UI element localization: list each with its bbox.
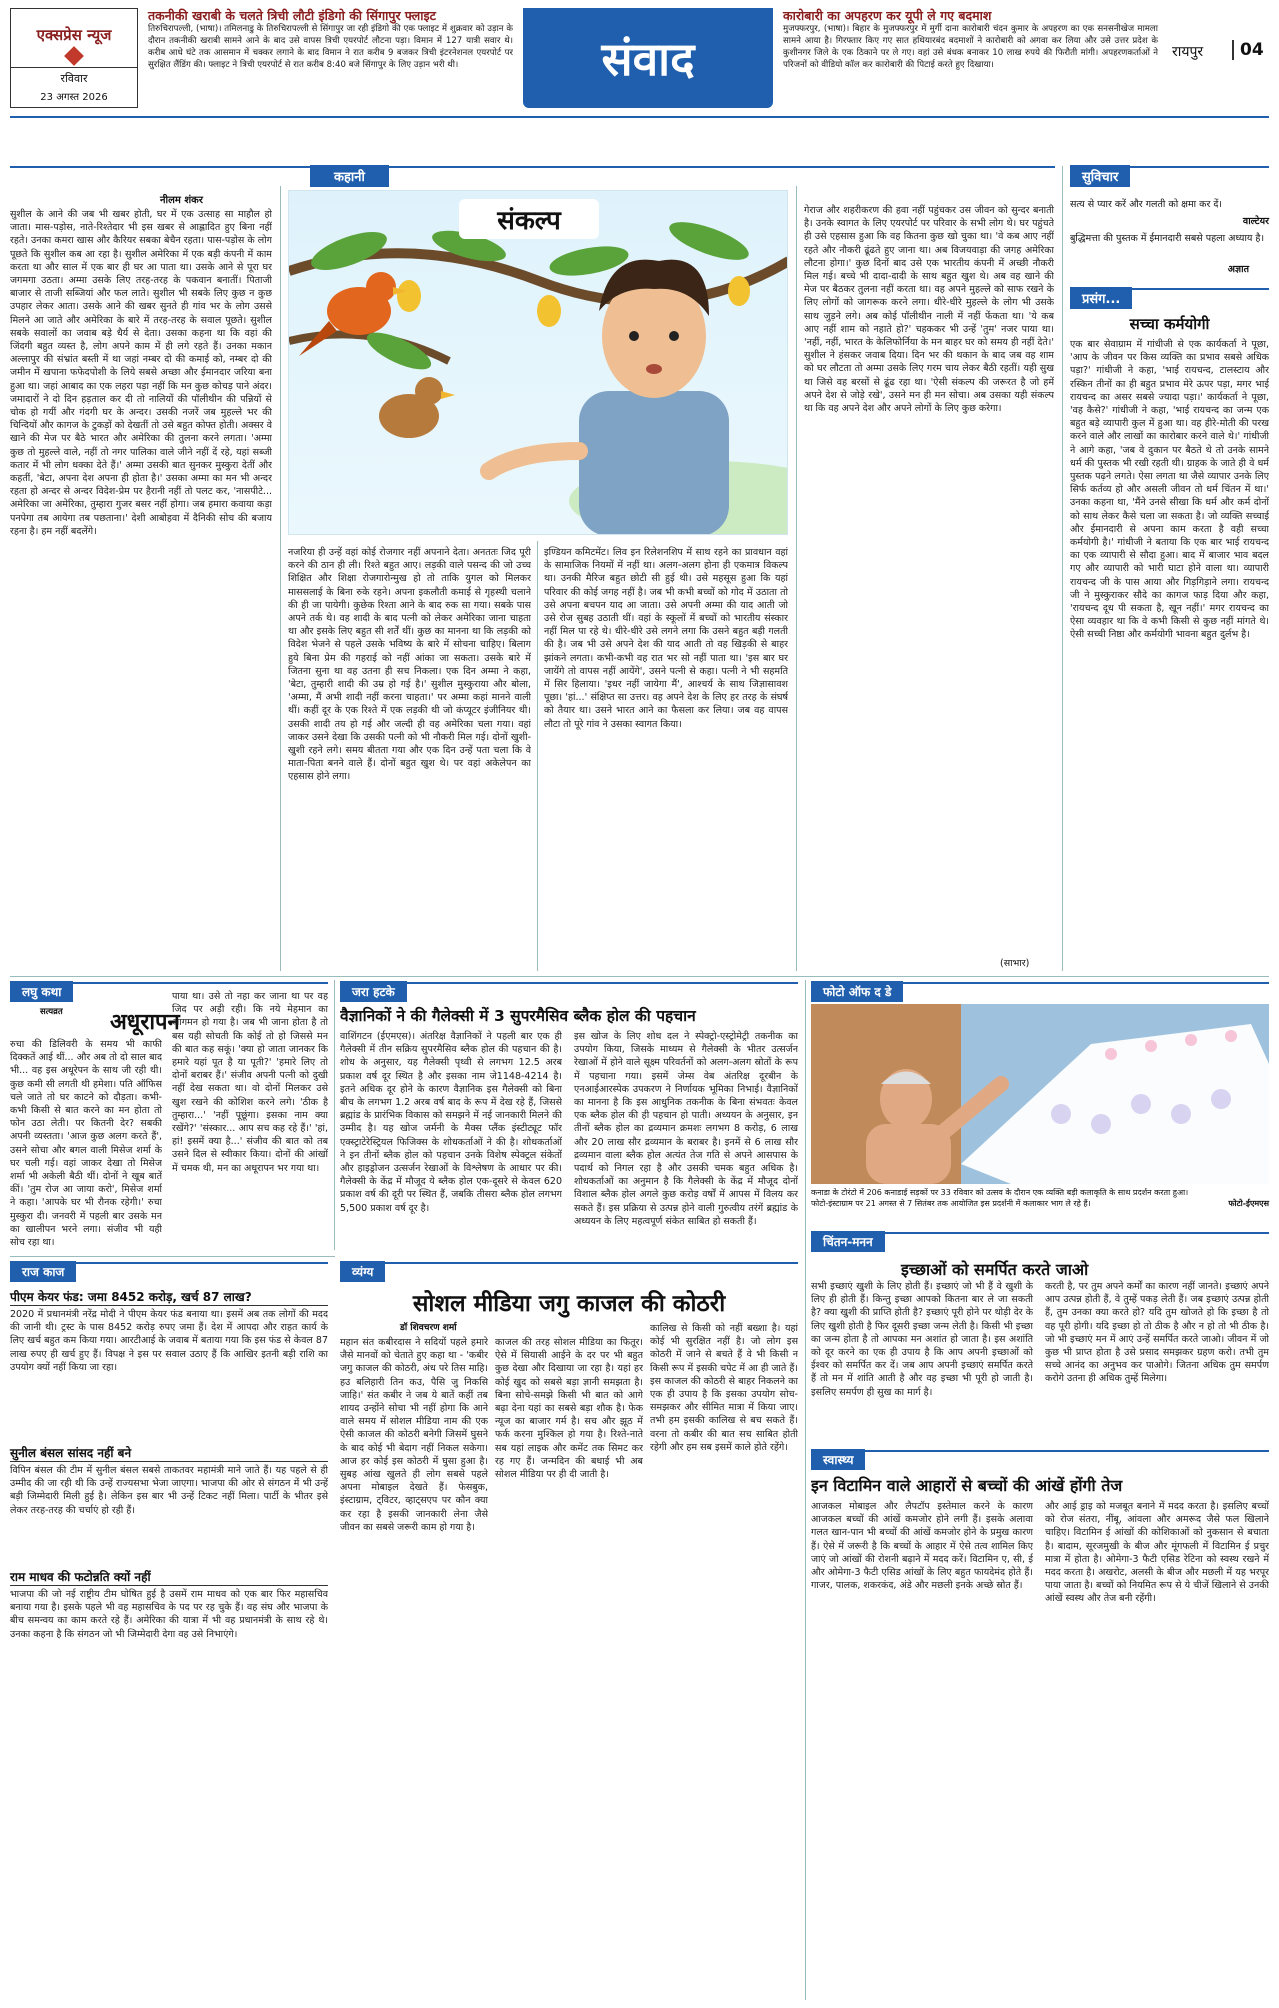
kahani-author: नीलम शंकर bbox=[160, 195, 203, 206]
suvichar-author-2: अज्ञात bbox=[1227, 264, 1249, 275]
laghukatha-title: अधूरापन bbox=[110, 1010, 180, 1035]
rajkaj-body-1: 2020 में प्रधानमंत्री नरेंद्र मोदी ने पीएम केयर फंड बनाया था। इसमें अब तक लोगों की मदद की जानी थी। ट्रस्ट के पास 8452 करोड़ रुपए जमा हैं। देश में आपदा और राहत कार्य के लिए खर्च बहुत कम किया गया। आरटीआई के जवाब में बताया गया कि इस फंड से केवल 87 लाख रुपए ही खर्च हुए हैं। विपक्ष ने इस पर सवाल उठाए हैं कि आखिर इतनी बड़ी राशि का उपयोग क्यों नहीं किया जा रहा। bbox=[10, 1309, 328, 1373]
top-story-left-body: तिरुचिरापल्ली, (भाषा)। तमिलनाडु के तिरुचिरापल्ली से सिंगापुर जा रही इंडिगो की एक फ्लाइट में शुक्रवार को उड़ान के दौरान तकनीकी खराबी सामने आने के बाद उसे वापस त्रिची एयरपोर्ट लौटना पड़ा। विमान में 127 यात्री सवार थे। करीब आधे घंटे तक आसमान में चक्कर लगाने के बाद विमान ने रात करीब 9 बजकर त्रिची इंटरनेशनल एयरपोर्ट पर सुरक्षित लैंडिंग की। फ्लाइट ने त्रिची एयरपोर्ट से रात करीब 8:40 बजे सिंगापुर के लिए उड़ान भरी थी। bbox=[148, 24, 513, 70]
vyangya-tag: व्यंग्य bbox=[340, 1261, 385, 1282]
kahani-col-2: नजरिया ही उन्हें वहां कोई रोजगार नहीं अपनाने देता। अनततः जिद पूरी करने की ठान ही ली। रिश्ते बहुत आए। लड़की वाले पसन्द की जो उच्च शिक्षित और शिक्षा रोजगारोन्मुख हो तो ताकि युगल को मिलकर माससलाई के बिना रुके रहने। अपना इकलौती कमाई से गृहस्थी चलाने की ही जा पायेगी। कुछेक रिश्ता आने के बाद रुक सा गया। सबके पास अपने तर्क थे। वह शादी के बाद पत्नी को लेकर अमेरिका जाना चाहता था और इसके लिए बहुत सी शर्तें थीं। कुछ का मानना था कि लड़की को विदेश भेजने से पहले उसके भविष्य के बारे में सोचना चाहिए। बिलाग हुये बिना प्रेम की गहराई को नहीं आंका जा सकता। उसके बारे में जितना सुना था वह उतना ही सच निकला। एक दिन अम्मा ने कहा, 'बेटा, तुम्हारी शादी की उम्र हो गई है।' सुशील मुस्कुराया और बोला, 'अम्मा, मैं अभी शादी नहीं करना चाहता।' पर अम्मा कहां मानने वाली थीं। कहीं दूर के एक रिश्ते में एक लड़की थी जो कंप्यूटर इंजीनियर थी। उसकी शादी तय हो गई और जल्दी ही वह अमेरिका चला गया। वहां जाकर उसने देखा कि उसकी पत्नी को भी नौकरी मिल गई। दोनों खुशी-खुशी रहने लगे। समय बीतता गया और एक दिन उन्हें पता चला कि वे माता-पिता बनने वाले हैं। दोनों बहुत खुश थे। पर वहां अकेलेपन का एहसास होने लगा। bbox=[288, 547, 531, 783]
chintan-section bbox=[811, 1232, 1269, 1442]
jarahatke-title: वैज्ञानिकों ने की गैलेक्सी में 3 सुपरमैसिव ब्लैक होल की पहचान bbox=[340, 1007, 696, 1025]
brand-emblem-icon bbox=[64, 46, 84, 66]
chintan-title: इच्छाओं को समर्पित करते जाओ bbox=[901, 1260, 1089, 1279]
kahani-credit: (साभार) bbox=[1000, 958, 1030, 969]
masthead bbox=[10, 8, 1269, 116]
suvichar-quote-2: बुद्धिमत्ता की पुस्तक में ईमानदारी सबसे पहला अध्याय है। bbox=[1070, 233, 1265, 244]
prasang-section bbox=[1070, 288, 1269, 971]
chintan-tag: चिंतन-मनन bbox=[811, 1231, 885, 1252]
rajkaj-headline-3: राम माधव की फटोन्नति क्यों नहीं bbox=[10, 1568, 328, 1586]
rajkaj-section bbox=[10, 1262, 328, 2002]
kahani-tag: कहानी bbox=[310, 165, 389, 187]
laghukatha-col-1: रुचा की डिलिवरी के समय भी काफी दिक्कतें आई थीं... और अब तो दो साल बाद भी... वह इस अधूरेपन के साथ जी रही थी। कुछ कमी सी लगती थी हमेशा। पति ऑफिस चले जाते तो घर काटने को दौड़ता। कभी-कभी किसी से बात करने का मन होता तो फोन उठा लेती। पर कितनी देर? सबकी अपनी व्यस्तता। 'आज कुछ अलग करते हैं', उसने सोचा और बगल वाली मिसेज शर्मा के घर चली गई। वहां जाकर देखा तो मिसेज शर्मा भी अकेली बैठी थीं। दोनों ने खूब बातें कीं। 'तुम रोज आ जाया करो', मिसेज शर्मा ने कहा। 'आपके घर भी रौनक रहेगी।' रुचा मुस्कुरा दी। जनवरी में पहली बार उसके मन का खालीपन भरने लगा। संजीव भी यही सोच रहा था। bbox=[10, 1039, 162, 1248]
section-title: संवाद bbox=[601, 32, 695, 86]
rajkaj-body-3: भाजपा की जो नई राष्ट्रीय टीम घोषित हुई है उसमें राम माधव को एक बार फिर महासचिव बनाया गया है। इसके पहले भी वह महासचिव के पद पर रह चुके हैं। वह संघ और भाजपा के बीच समन्वय का काम करते रहे हैं। अमेरिका की यात्रा में भी वह प्रधानमंत्री के साथ रहे थे। उनका कहना है कि संगठन जो भी जिम्मेदारी देगा वह उसे निभाएंगे। bbox=[10, 1589, 328, 1640]
prasang-tag: प्रसंग... bbox=[1070, 287, 1132, 309]
kahani-col-3: इण्डियन कमिटमेंट। लिव इन रिलेशनशिप में साथ रहने का प्रावधान वहां के सामाजिक नियमों में नहीं था। अलग-अलग होना ही एकमात्र विकल्प था। उनकी मैरिज बहुत छोटी सी हुई थी। उसे महसूस हुआ कि यहां परिवार की कोई जगह नहीं है। जब भी कभी बच्चों को गोद में उठाता तो उसे अपना बचपन याद आ जाता। उसे अपनी अम्मा की याद आती जो उसे रोज सुबह उठाती थीं। वहां के स्कूलों में बच्चों को भारतीय संस्कार नहीं मिल पा रहे थे। धीरे-धीरे उसे लगने लगा कि उसने बहुत बड़ी गलती की है। जब भी उसे अपने देश की याद आती तो वह खिड़की से बाहर झांकने लगता। कभी-कभी वह रात भर सो नहीं पाता था। 'इस बार घर जायेंगे तो वापस नहीं आयेंगे', उसने पत्नी से कहा। पत्नी ने भी सहमति में सिर हिलाया। 'इधर नहीं जायेगा मैं', आश्चर्य के साथ जिज्ञासावश पूछा। 'हां...' संक्षिप्त सा उत्तर। वह अपने देश के लिए हर तरह के संघर्ष को तैयार था। उसने भारत आने का फैसला कर लिया। जब वह वापस लौटा तो पूरे गांव ने उसका स्वागत किया। bbox=[544, 547, 788, 730]
kahani-col-4: गेराज और शहरीकरण की हवा नहीं पहुंचकर उस जीवन को सुन्दर बनाती है। उनके स्वागत के लिए एयरपोर्ट पर परिवार के सभी लोग थे। घर पहुंचते ही उसे एहसास हुआ कि वह कितना कुछ खो चुका था। 'वे कब आए नहीं रहते और नौकरी ढूंढते हुए जाना था। अब विजयवाड़ा की जगह अमेरिका लौटना होगा।' कुछ दिनों बाद उसे एक भारतीय कंपनी में अच्छी नौकरी मिल गई। बच्चे भी दादा-दादी के साथ बहुत खुश थे। अब वह खाने की मेज पर बैठकर तुलना नहीं करता था। वह अपने मुहल्ले को साफ रखने के लिए लोगों को जागरूक करने लगा। धीरे-धीरे मुहल्ले के लोग भी उसके साथ जुड़ने लगे। अब कोई पॉलीथीन नाली में नहीं फेंकता था। 'ये कब आए नहीं शाम को नहाते हो?' चहककर भी उन्हें 'तुम' नजर पाया था। 'नहीं, नहीं, भारत के केलिफोर्निया के मन बाहर घर को समय ही नहीं देते।' सुशील ने हंसकर जवाब दिया। दिन भर की थकान के बाद जब वह शाम को घर लौटता तो अम्मा उसके लिए गरम चाय लेकर बैठी रहतीं। यही सुख था जिसे वह बरसों से ढूंढ रहा था। 'ऐसी संकल्प की जरूरत है जो हमें अपने देश से जोड़े रखे', उसने मन ही मन सोचा। अब उसका यही संकल्प था कि वह अपने देश और अपने लोगों के लिए कुछ करेगा। bbox=[804, 205, 1054, 415]
kahani-col-1: सुशील के आने की जब भी खबर होती, घर में एक उत्साह सा माहौल हो जाता। मास-पड़ोस, नाते-रिश्तेदार भी इस खबर से आह्लादित हुए बिना नहीं रहते। उनका कमरा खास और कैरियर सबका बेचैन रहता। पास-पड़ोस के लोग पूछते कि सुशील कब आ रहा है। सुशील अमेरिका में एक बड़ी कंपनी में काम करता था और साल में एक बार ही घर आ पाता था। उसके आने से पूरा घर जगमगा उठता। अम्मा उसके लिए तरह-तरह के पकवान बनातीं। पिताजी बाजार से ताजी सब्जियां और फल लाते। सुशील भी सबके लिए कुछ न कुछ उपहार लेकर आता। उसके आने की खबर सुनते ही गांव भर के लोग उससे मिलने आ जाते और अमेरिका के बारे में तरह-तरह के सवाल पूछते। सुशील सबके सवालों का जवाब बड़े धैर्य से देता। उसका कहना था कि वहां की जिंदगी बहुत व्यस्त है, लोग अपने काम में ही लगे रहते हैं। उनका मकान अल्लापुर की संभ्रांत बस्ती में था जहां नम्बर दो की कमाई को, नम्बर दो की जमीन में खपाना फफेदपोशी के लिये सबसे अच्छा और ईमानदार जरिया बना हुआ था। जहां आबाद का एक लहरा पड़ा नहीं कि मन कुछ कोचड़ पाने अंदर। जमादारों ने दो दिन हड़ताल कर दी तो नालियों की पॉलीथीन की पन्नियों से चोक हो गयीं और गंदगी घर के अन्दर। उसकी नजरें जब मुहल्ले भर की चिन्दियों और कागज के टुकड़ों को देखतीं तो उसे बहुत कोफ्त होती। अक्सर वे खाने की मेज पर बैठे भारत और अमेरिका की तुलना करने लगता। 'अम्मा कुछ तो मुहल्ले वाले, नहीं तो नगर पालिका वाले जीने नहीं दें रहे, यहां सब्जी कतार में भी लोग धक्का देते हैं।' अम्मा उसकी बात सुनकर मुस्कुरा देतीं और कहतीं, 'बेटा, अपना देश अपना ही होता है।' उसका अम्मा का मन भी अन्दर रहता हो अन्दर से अन्दर विदेश-प्रेम पर हैरानी नहीं तो पलट कर, 'नासपीटे... अमेरिका जा अमेरिका, तुम्हारा गुजर बसर नहीं होगा। जब हमारा कवाया कड़ा पनपेगा तब आयेगा तब पछताना।' देशी आबोहवा में दैनिकी सोच की बजाय रहना है। हम नहीं बदलेंगे। bbox=[10, 209, 272, 537]
suvichar-tag: सुविचार bbox=[1070, 165, 1130, 187]
rajkaj-headline-2: सुनील बंसल सांसद नहीं बने bbox=[10, 1444, 328, 1462]
jarahatke-col-2: इस खोज के लिए शोध दल ने स्पेक्ट्रो-एस्ट्रोमेट्री तकनीक का उपयोग किया, जिसके माध्यम से गैलेक्सी के भीतर उत्सर्जन रेखाओं में होने वाले सूक्ष्म परिवर्तनों को अलग-अलग स्रोतों के रूप में पहचाना गया। इसमें जेम्स वेब अंतरिक्ष दूरबीन के एनआईआरस्पेक उपकरण ने निर्णायक भूमिका निभाई। वैज्ञानिकों का मानना है कि इस आधुनिक तकनीक के बिना संभवतः केवल एक ब्लैक होल की ही पहचान हो पाती। अध्ययन के अनुसार, इन तीनों ब्लैक होल का द्रव्यमान क्रमशः लगभग 8 करोड़, 6 लाख और 20 लाख सौर द्रव्यमान के बराबर है। इनमें से 6 लाख सौर द्रव्यमान वाला ब्लैक होल अत्यंत तेज गति से अपने आसपास के पदार्थ को निगल रहा है और उसकी चमक बहुत अधिक है। शोधकर्ताओं का अनुमान है कि गैलेक्सी के केंद्र में मौजूद दोनों विशाल ब्लैक होल अगले कुछ करोड़ वर्षों में आपस में विलय कर सकते हैं। इस प्रक्रिया से उत्पन्न होने वाली गुरुत्वीय तरंगें ब्रह्मांड के अध्ययन के लिए महत्वपूर्ण संकेत साबित हो सकती हैं। bbox=[574, 1031, 798, 1227]
vyangya-col-1: महान संत कबीरदास ने सदियों पहले हमारे जैसे मानवों को चेताते हुए कहा था - 'कबीर जगु काजल की कोठरी, अंध परे तिस माहि। हउ बलिहारी तिन कउ, पैसि जु निकसि जाहि।' संत कबीर ने जब ये बातें कहीं तब शायद उन्होंने सोचा भी नहीं होगा कि आने वाले समय में सोशल मीडिया नाम की एक ऐसी काजल की कोठरी बनेगी जिसमें घुसने के बाद कोई भी बेदाग नहीं निकल सकेगा। आज हर कोई इस कोठरी में घुसा हुआ है। सुबह आंख खुलते ही लोग सबसे पहले अपना मोबाइल देखते हैं। फेसबुक, इंस्टाग्राम, ट्विटर, व्हाट्सएप पर कौन क्या कर रहा है इसकी जानकारी लेना जैसे जीवन का सबसे जरूरी काम हो गया है। bbox=[340, 1337, 488, 1533]
top-story-left-headline: तकनीकी खराबी के चलते त्रिची लौटी इंडिगो की सिंगापुर फ्लाइट bbox=[148, 8, 436, 23]
issue-day: रविवार bbox=[11, 67, 137, 86]
boy-figure bbox=[489, 260, 729, 535]
chintan-col-1: सभी इच्छाएं खुशी के लिए होती हैं। इच्छाएं जो भी हैं वे खुशी के लिए ही होती हैं। किन्तु इच्छा आपको कितना बार ले जा सकती है? क्या खुशी की प्राप्ति होती है? इच्छाएं पूरी होने पर थोड़ी देर के लिए खुशी होती है फिर दूसरी इच्छा जन्म लेती है। किसी भी इच्छा का जन्म होता है तो आपका मन अशांत हो जाता है। इस अशांति को दूर करने का एक ही उपाय है कि आप अपनी इच्छाओं को ईश्वर को समर्पित कर दें। जब आप अपनी इच्छाएं समर्पित करते हैं तो मन में शांति आती है और वह इच्छा भी पूरी हो जाती है। इसलिए समर्पण ही सुख का मार्ग है। bbox=[811, 1281, 1033, 1398]
brand-name: एक्सप्रेस न्यूज bbox=[36, 26, 112, 44]
jarahatke-col-1: वाशिंगटन (ईएमएस)। अंतरिक्ष वैज्ञानिकों ने पहली बार एक ही गैलेक्सी में तीन सक्रिय सुपरमैसिव ब्लैक होल की पहचान की है। शोध के अनुसार, यह गैलेक्सी पृथ्वी से लगभग 12.5 अरब प्रकाश वर्ष दूर स्थित है और इसका नाम जे1148-4214 है। इतने अधिक दूर होने के कारण वैज्ञानिक इस गैलेक्सी को बिना बीच के लगभग 1.2 अरब वर्ष बाद के रूप में देख रहे हैं, जिससे ब्रह्मांड के प्रारंभिक विकास को समझने में नई जानकारी मिलने की उम्मीद है। यह खोज जर्मनी के मैक्स प्लैंक इंस्टीट्यूट फॉर एक्स्ट्राटेरेस्ट्रियल फिजिक्स के शोधकर्ताओं ने की है। शोधकर्ताओं ने इन तीनों ब्लैक होल को पहचान उनके विशेष स्पेक्ट्रल संकेतों और हाइड्रोजन उत्सर्जन रेखाओं के विश्लेषण के आधार पर की। गैलेक्सी के केंद्र में मौजूद ये ब्लैक होल एक-दूसरे से केवल 620 प्रकाश वर्ष की दूरी पर स्थित हैं, जबकि तीसरा ब्लैक होल लगभग 5,500 प्रकाश वर्ष दूर है। bbox=[340, 1031, 562, 1214]
rajkaj-tag: राज काज bbox=[10, 1261, 76, 1282]
kahani-title: संकल्प bbox=[459, 199, 599, 239]
swasthya-title: इन विटामिन वाले आहारों से बच्चों की आंखें होंगी तेज bbox=[811, 1476, 1123, 1495]
swasthya-col-1: आजकल मोबाइल और लैपटॉप इस्तेमाल करने के कारण आजकल बच्चों की आंखें कमजोर होने लगी हैं। इसके अलावा गलत खान-पान भी बच्चों की आंखें कमजोर होने के प्रमुख कारण हैं। ऐसे में जरूरी है कि बच्चों के आहार में ऐसे तत्व शामिल किए जाएं जो आंखों की रोशनी बढ़ाने में मदद करें। विटामिन ए, सी, ई और ओमेगा-3 फैटी एसिड आंखों के लिए बहुत फायदेमंद होते हैं। गाजर, पालक, शकरकंद, अंडे और मछली इनके अच्छे स्रोत हैं। bbox=[811, 1501, 1033, 1592]
photo-caption: कनाडा के टोरंटो में 206 कनाडाई सड़कों पर 33 रविवार को उत्सव के दौरान एक व्यक्ति बड़ी कलाकृति के साथ प्रदर्शन करता हुआ। फोटो-इंस्टाग्राम पर 21 अगस्त से 7 सितंबर तक आयोजित इस प्रदर्शनी में कलाकार भाग ले रहे हैं। bbox=[811, 1188, 1189, 1208]
suvichar-section bbox=[1070, 166, 1269, 281]
photo-credit: फोटो-ईएमएस bbox=[1228, 1199, 1269, 1208]
top-story-right bbox=[783, 8, 1158, 108]
laghukatha-tag: लघु कथा bbox=[10, 981, 73, 1002]
chintan-col-2: करती है, पर तुम अपने कर्मों का कारण नहीं जानते। इच्छाएं अपने आप उत्पन्न होती हैं, वे तुम्हें पकड़ लेती हैं। जब इच्छाएं उत्पन्न होती हैं, तुम उनका क्या करते हो? यदि तुम खोजते हो कि इच्छा है तो वह पूरी होगी। यदि इच्छा हो तो ठीक है और न हो तो भी ठीक है। जो भी इच्छाएं मन में आएं उन्हें समर्पित करते जाओ। जीवन में जो कुछ भी प्राप्त होता है उसे प्रसाद समझकर ग्रहण करो। तभी तुम सच्चे आनंद का अनुभव कर पाओगे। जितना अधिक तुम समर्पण करोगे उतना ही अधिक तुम्हें मिलेगा। bbox=[1045, 1281, 1269, 1385]
issue-date: 23 अगस्त 2026 bbox=[40, 92, 108, 103]
suvichar-quote-1: सत्य से प्यार करें और गलती को क्षमा कर दें। bbox=[1070, 199, 1222, 210]
vyangya-col-2: काजल की तरह सोशल मीडिया का फितूर। ऐसे में सियासी आईने के दर पर भी बहुत कुछ देखा और दिखाया जा रहा है। यहां हर कोई खुद को सबसे बड़ा ज्ञानी समझता है। बिना सोचे-समझे किसी भी बात को आगे बढ़ा देना यहां का सबसे बड़ा शौक है। फेक न्यूज का बाजार गर्म है। सच और झूठ में फर्क करना मुश्किल हो गया है। रिश्ते-नाते सब यहां लाइक और कमेंट तक सिमट कर रह गए हैं। जन्मदिन की बधाई भी अब सोशल मीडिया पर ही दी जाती है। bbox=[495, 1337, 643, 1481]
edition-city: रायपुर bbox=[1172, 44, 1204, 60]
bird-brown-icon bbox=[379, 377, 455, 438]
photo-tag: फोटो ऑफ द डे bbox=[811, 981, 903, 1002]
top-story-right-body: मुजफ्फरपुर, (भाषा)। बिहार के मुजफ्फरपुर में मुर्गी दाना कारोबारी चंदन कुमार के अपहरण का एक सनसनीखेज मामला सामने आया है। गिरफ्तार किए गए सात हथियारबंद बदमाशों ने कारोबारी को अगवा कर लिया और उसे उत्तर प्रदेश के कुशीनगर जिले के एक ठिकाने पर ले गए। वहां उसे बंधक बनाकर 10 लाख रुपये की फिरौती मांगी। अपहरणकर्ताओं ने परिजनों को वीडियो कॉल कर कारोबारी की पिटाई करते हुए दिखाया। bbox=[783, 24, 1158, 70]
rajkaj-headline-1: पीएम केयर फंड: जमा 8452 करोड़, खर्च 87 लाख? bbox=[10, 1288, 328, 1306]
prasang-body: एक बार सेवाग्राम में गांधीजी से एक कार्यकर्ता ने पूछा, 'आप के जीवन पर किस व्यक्ति का प्रभाव सबसे अधिक पड़ा?' गांधीजी ने कहा, 'भाई रायचन्द, टालस्टाय और रस्किन तीनों का ही बहुत प्रभाव मेरे ऊपर पड़ा, मगर भाई रायचन्द का असर सबसे ज्यादा पड़ा।' कार्यकर्ता ने पूछा, 'वह कैसे?' गांधीजी ने कहा, 'भाई रायचन्द का जन्म एक बहुत बड़े व्यापारी कुल में हुआ था। वह हीरे-मोती की परख करने वाले और लाखों का कारोबार करने वाले थे।' गांधीजी ने आगे कहा, 'जब वे दुकान पर बैठते थे तो उनके सामने धर्म की पुस्तक भी रखी रहती थी। ग्राहक के जाते ही वे धर्म पुस्तक पढ़ने लगते। ऐसा लगता था जैसे व्यापार उनके लिए सिर्फ कर्तव्य हो और असली जीवन तो धर्म चिंतन में था।' उनका कहना था, 'मैंने उनसे सीखा कि धर्म और कर्म दोनों को साथ लेकर कैसे चला जा सकता है। जो व्यक्ति सच्चाई और ईमानदारी से अपना काम करता है वही सच्चा कर्मयोगी है।' गांधीजी ने बताया कि एक बार भाई रायचन्द का एक व्यापारी से सौदा हुआ। बाद में बाजार भाव बदल गए और व्यापारी को भारी घाटा होने वाला था। व्यापारी रायचन्द जी के पास आया और गिड़गिड़ाने लगा। रायचन्द जी ने मुस्कुराकर सौदे का कागज फाड़ दिया और कहा, 'रायचन्द दूध पी सकता है, खून नहीं।' मगर रायचन्द का ऐसा व्यवहार था कि वे कभी किसी से कुछ नहीं मांगते थे। ऐसी सच्ची निष्ठा और कर्मयोगी भावना बहुत दुर्लभ है। bbox=[1070, 339, 1269, 641]
top-story-left bbox=[148, 8, 513, 108]
rajkaj-body-2: विपिन बंसल की टीम में सुनील बंसल सबसे ताकतवर महामंत्री माने जाते हैं। यह पहले से ही उम्मीद की जा रही थी कि उन्हें राज्यसभा भेजा जाएगा। भाजपा की ओर से संगठन में भी उन्हें बड़ी जिम्मेदारी मिली हुई है। लेकिन इस बार भी उन्हें टिकट नहीं मिला। पार्टी के भीतर इसे लेकर तरह-तरह की चर्चाएं हो रही हैं। bbox=[10, 1465, 328, 1516]
top-story-right-headline: कारोबारी का अपहरण कर यूपी ले गए बदमाश bbox=[783, 8, 992, 23]
swasthya-col-2: और आई ड्राइ को मजबूत बनाने में मदद करता है। इसलिए बच्चों को रोज संतरा, नींबू, आंवला और अमरूद जैसे फल खिलाने चाहिए। विटामिन ई आंखों की कोशिकाओं को नुकसान से बचाता है। बादाम, सूरजमुखी के बीज और मूंगफली में विटामिन ई प्रचुर मात्रा में होता है। ओमेगा-3 फैटी एसिड रेटिना को स्वस्थ रखने में मदद करता है। अखरोट, अलसी के बीज और मछली में यह भरपूर पाया जाता है। बच्चों को नियमित रूप से ये चीजें खिलाने से उनकी आंखें स्वस्थ और तेज बनी रहेंगी। bbox=[1045, 1501, 1269, 1605]
parade-photo-illustration bbox=[811, 1004, 1269, 1184]
vyangya-col-3: कालिख से किसी को नहीं बख्शा है। यहां कोई भी सुरक्षित नहीं है। जो लोग इस कोठरी में जाने से बचते हैं वे भी किसी न किसी रूप में इसकी चपेट में आ ही जाते हैं। इस काजल की कोठरी से बाहर निकलने का एक ही उपाय है कि इसका उपयोग सोच-समझकर और सीमित मात्रा में किया जाए। तभी हम इसकी कालिख से बच सकते हैं। वरना तो कबीर की बात सच साबित होती रहेगी और हम सब इसमें काले होते रहेंगे। bbox=[650, 1323, 798, 1453]
kahani-section bbox=[10, 166, 1055, 971]
kahani-illustration bbox=[288, 190, 788, 535]
swasthya-tag: स्वास्थ्य bbox=[811, 1449, 865, 1470]
jarahatke-tag: जरा हटके bbox=[340, 981, 407, 1002]
section-title-box bbox=[523, 8, 773, 108]
page-number: 04 bbox=[1232, 40, 1264, 60]
suvichar-author-1: वाल्टेयर bbox=[1242, 216, 1269, 227]
laghukatha-section bbox=[10, 982, 328, 1252]
brand-box bbox=[10, 8, 138, 108]
prasang-title: सच्चा कर्मयोगी bbox=[1129, 315, 1210, 333]
swasthya-section bbox=[811, 1450, 1269, 2002]
laghukatha-col-2: पाया था। उसे तो नहा कर जाना था पर वह जिद पर अड़ी रही। कि नये मेहमान का आगमन हो गया है। जब भी जाना होता है तो बस यही सोचती कि कोई तो हो जिससे मन की बात कह सकूं। 'क्या हो जाता जानकर कि हमारे यहां पूत है या पूती?' 'हमारे लिए तो दोनों बराबर हैं।' संजीव अपनी पत्नी को दुखी नहीं देख सकता था। वो दोनों मिलकर उसे खुश रखने की कोशिश करने लगे। 'ठीक है तुम्हारा...' 'नहीं पूछूंगा। इसका नाम क्या रखेंगे?' 'संस्कार... आप सच कह रहे हैं।' 'हां, हां! इसमें क्या है...' संजीव की बात को तब उसने दिल से स्वीकार किया। दोनों की आंखों में चमक थी, मन का अधूरापन भर गया था। bbox=[172, 991, 328, 1174]
laghukatha-author: सत्यव्रत bbox=[40, 1007, 63, 1017]
photo-image bbox=[811, 1004, 1269, 1184]
jarahatke-section bbox=[340, 982, 798, 1252]
vyangya-title: सोशल मीडिया जगु काजल की कोठरी bbox=[412, 1291, 726, 1317]
boy-with-birds-illustration bbox=[289, 191, 788, 535]
vyangya-section bbox=[340, 1262, 798, 2002]
vyangya-author: डॉ शिवचरण शर्मा bbox=[400, 1323, 457, 1333]
photo-section bbox=[811, 982, 1269, 1217]
